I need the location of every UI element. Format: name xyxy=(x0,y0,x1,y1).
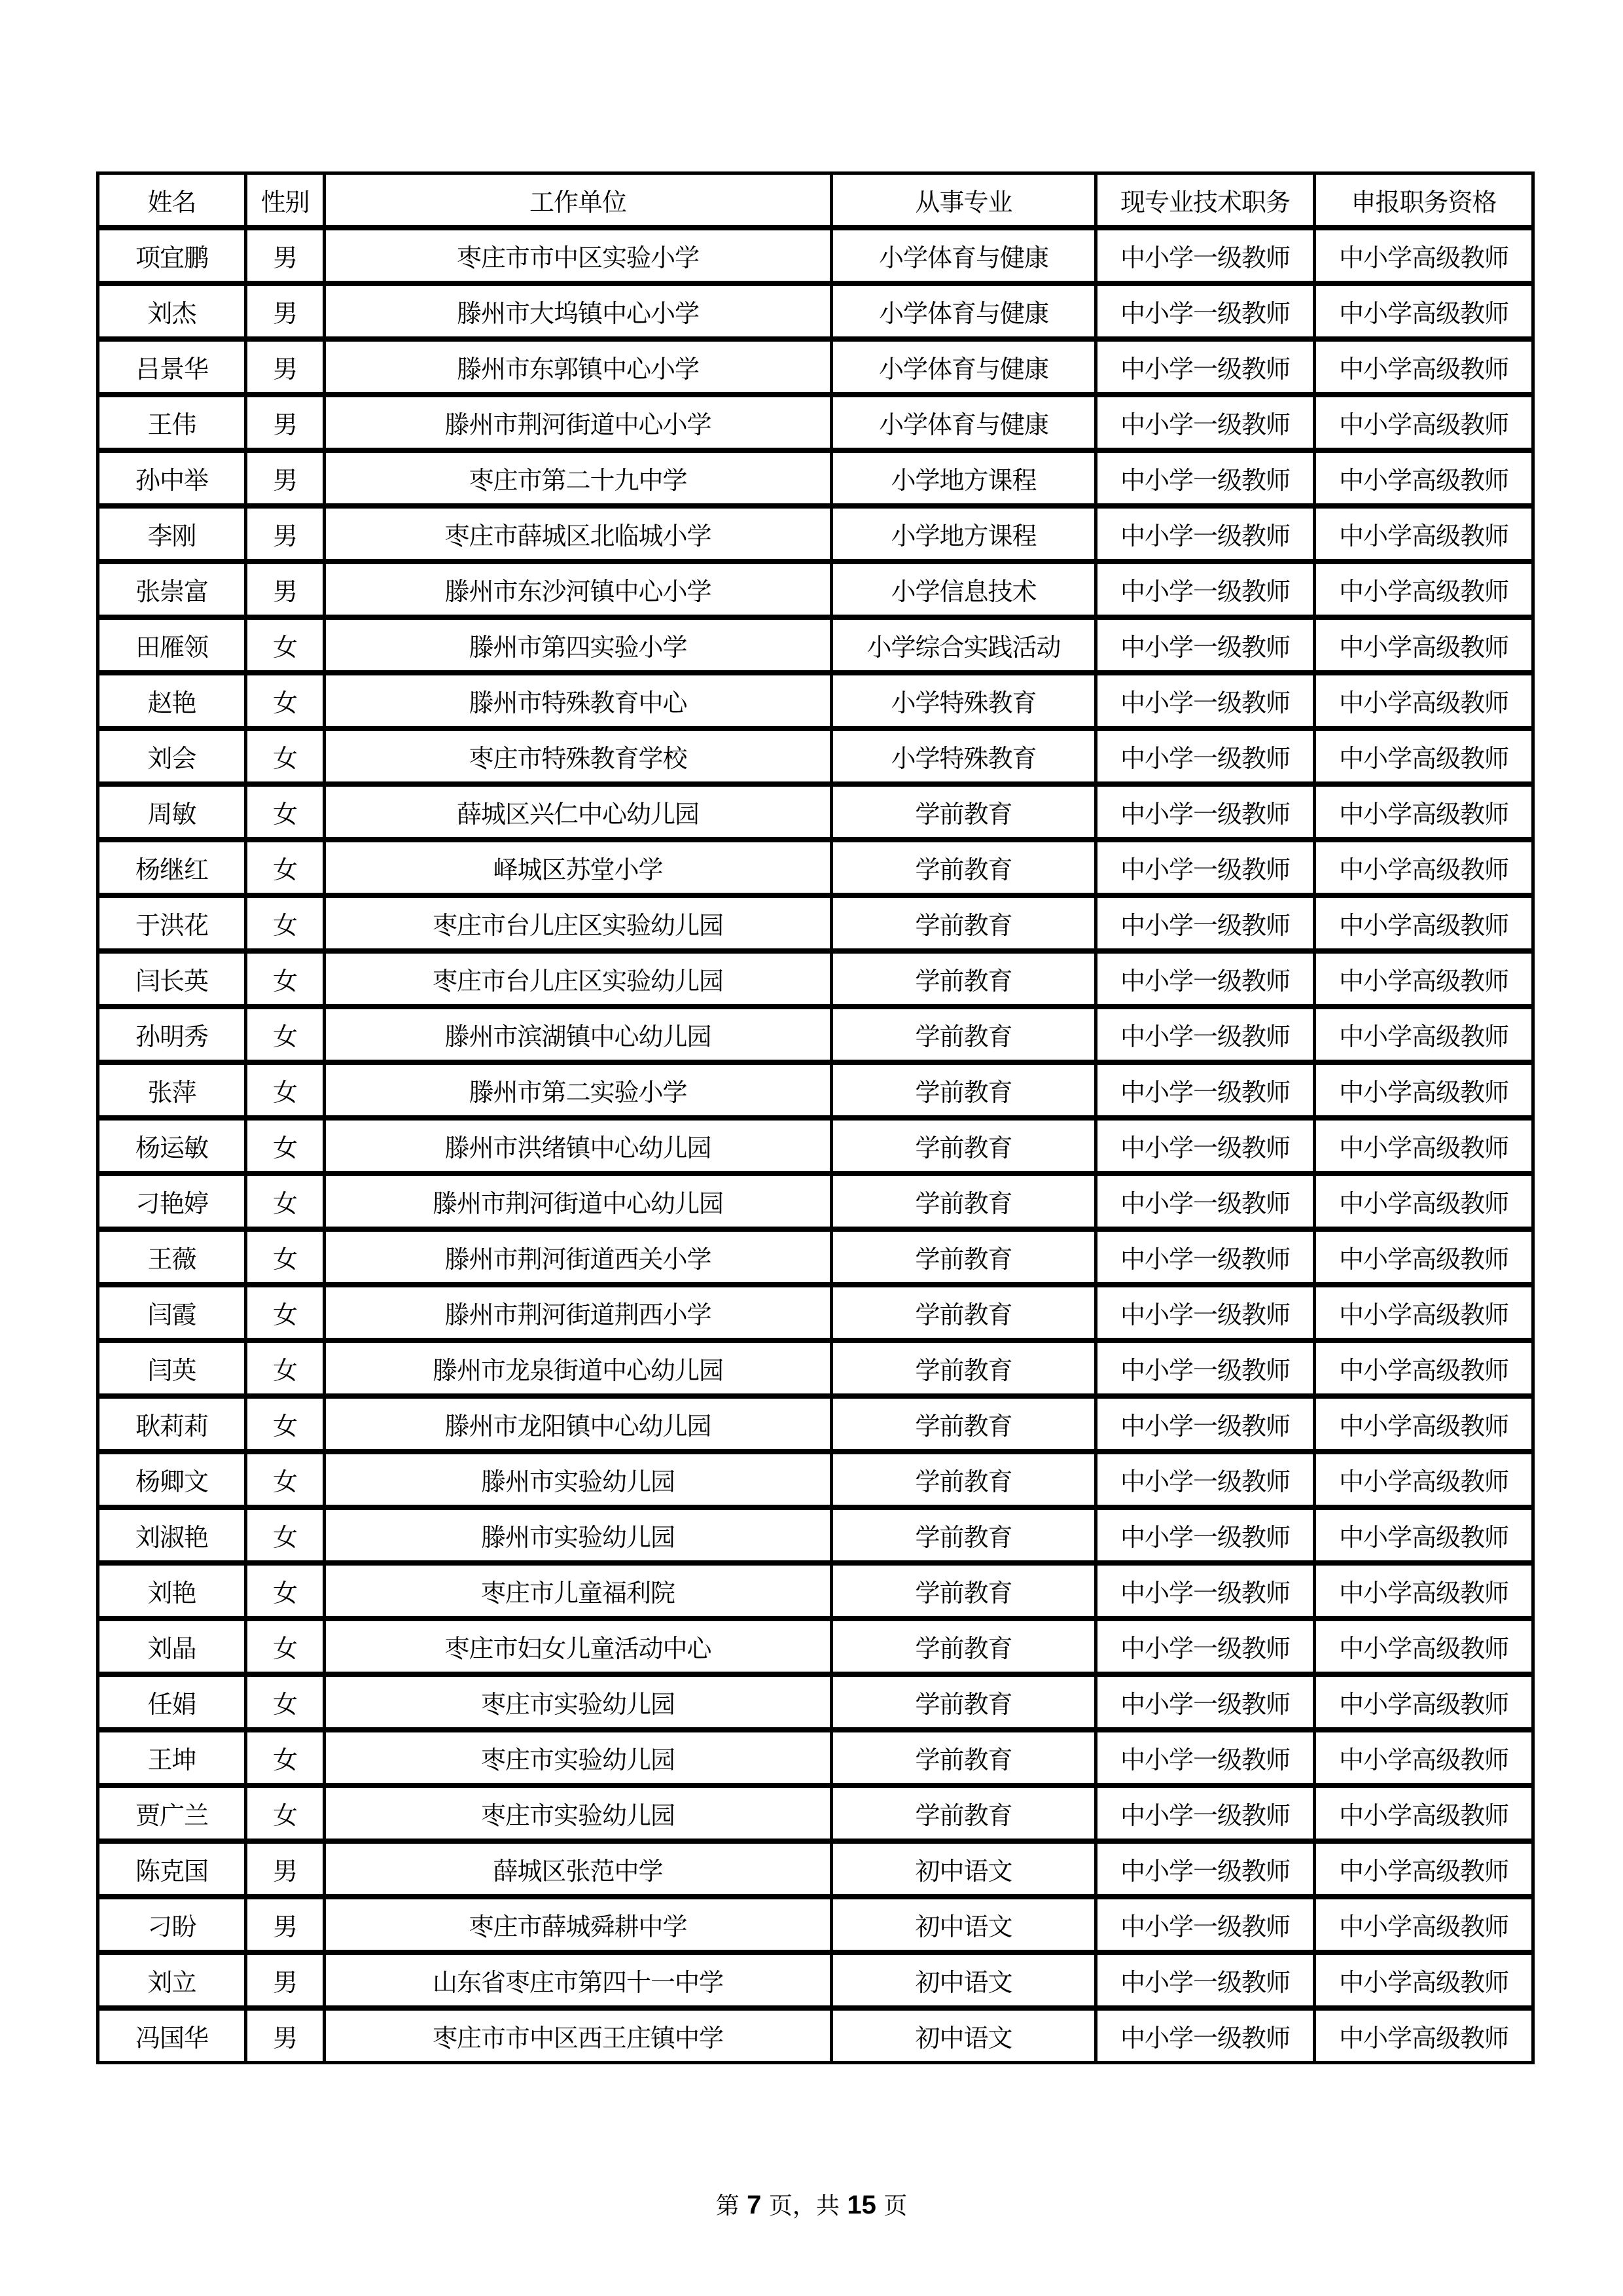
cell-applied-title: 中小学高级教师 xyxy=(1315,506,1533,562)
cell-specialty: 学前教育 xyxy=(832,895,1096,951)
cell-applied-title: 中小学高级教师 xyxy=(1315,1285,1533,1340)
table-row xyxy=(98,395,1533,450)
cell-name: 任娟 xyxy=(98,1674,246,1730)
cell-current-title: 中小学一级教师 xyxy=(1096,673,1315,728)
cell-gender: 女 xyxy=(246,1507,325,1563)
cell-current-title: 中小学一级教师 xyxy=(1096,784,1315,840)
table-row xyxy=(98,1340,1533,1396)
header-gender: 性别 xyxy=(246,173,325,228)
cell-workplace: 薛城区兴仁中心幼儿园 xyxy=(325,784,832,840)
cell-specialty: 初中语文 xyxy=(832,1841,1096,1897)
cell-applied-title: 中小学高级教师 xyxy=(1315,1507,1533,1563)
cell-name: 闫霞 xyxy=(98,1285,246,1340)
cell-applied-title: 中小学高级教师 xyxy=(1315,1452,1533,1507)
cell-name: 王坤 xyxy=(98,1730,246,1785)
cell-current-title: 中小学一级教师 xyxy=(1096,1229,1315,1285)
cell-workplace: 枣庄市台儿庄区实验幼儿园 xyxy=(325,951,832,1007)
cell-gender: 男 xyxy=(246,1841,325,1897)
header-specialty: 从事专业 xyxy=(832,173,1096,228)
cell-gender: 男 xyxy=(246,506,325,562)
cell-name: 李刚 xyxy=(98,506,246,562)
cell-workplace: 滕州市第二实验小学 xyxy=(325,1062,832,1118)
cell-workplace: 滕州市荆河街道荆西小学 xyxy=(325,1285,832,1340)
cell-applied-title: 中小学高级教师 xyxy=(1315,1396,1533,1452)
header-workplace: 工作单位 xyxy=(325,173,832,228)
cell-specialty: 学前教育 xyxy=(832,951,1096,1007)
cell-workplace: 枣庄市薛城舜耕中学 xyxy=(325,1897,832,1952)
table-row xyxy=(98,1841,1533,1897)
table-row xyxy=(98,1062,1533,1118)
cell-specialty: 小学体育与健康 xyxy=(832,283,1096,339)
cell-workplace: 滕州市东郭镇中心小学 xyxy=(325,339,832,395)
table-row xyxy=(98,1674,1533,1730)
cell-name: 刘淑艳 xyxy=(98,1507,246,1563)
cell-workplace: 滕州市东沙河镇中心小学 xyxy=(325,562,832,617)
table-header-row xyxy=(98,173,1533,228)
cell-name: 刘晶 xyxy=(98,1619,246,1674)
cell-specialty: 小学信息技术 xyxy=(832,562,1096,617)
cell-gender: 女 xyxy=(246,840,325,895)
cell-specialty: 学前教育 xyxy=(832,1507,1096,1563)
table-row xyxy=(98,1619,1533,1674)
cell-current-title: 中小学一级教师 xyxy=(1096,617,1315,673)
cell-specialty: 学前教育 xyxy=(832,1340,1096,1396)
table-row xyxy=(98,1730,1533,1785)
cell-applied-title: 中小学高级教师 xyxy=(1315,1340,1533,1396)
cell-applied-title: 中小学高级教师 xyxy=(1315,1897,1533,1952)
cell-gender: 男 xyxy=(246,2008,325,2063)
cell-name: 刘立 xyxy=(98,1952,246,2008)
cell-current-title: 中小学一级教师 xyxy=(1096,1674,1315,1730)
table-row xyxy=(98,1118,1533,1174)
cell-current-title: 中小学一级教师 xyxy=(1096,2008,1315,2063)
cell-current-title: 中小学一级教师 xyxy=(1096,339,1315,395)
cell-applied-title: 中小学高级教师 xyxy=(1315,1841,1533,1897)
cell-current-title: 中小学一级教师 xyxy=(1096,1619,1315,1674)
cell-applied-title: 中小学高级教师 xyxy=(1315,895,1533,951)
table-row xyxy=(98,1174,1533,1229)
cell-workplace: 滕州市洪绪镇中心幼儿园 xyxy=(325,1118,832,1174)
table-row xyxy=(98,1785,1533,1841)
cell-current-title: 中小学一级教师 xyxy=(1096,228,1315,283)
cell-gender: 男 xyxy=(246,283,325,339)
current-page-number: 7 xyxy=(747,2191,762,2219)
cell-specialty: 学前教育 xyxy=(832,1396,1096,1452)
cell-applied-title: 中小学高级教师 xyxy=(1315,951,1533,1007)
cell-specialty: 小学特殊教育 xyxy=(832,673,1096,728)
cell-gender: 女 xyxy=(246,728,325,784)
cell-applied-title: 中小学高级教师 xyxy=(1315,784,1533,840)
cell-specialty: 初中语文 xyxy=(832,2008,1096,2063)
cell-applied-title: 中小学高级教师 xyxy=(1315,1619,1533,1674)
cell-applied-title: 中小学高级教师 xyxy=(1315,228,1533,283)
cell-workplace: 枣庄市市中区实验小学 xyxy=(325,228,832,283)
cell-current-title: 中小学一级教师 xyxy=(1096,395,1315,450)
table-row xyxy=(98,283,1533,339)
cell-current-title: 中小学一级教师 xyxy=(1096,1340,1315,1396)
cell-current-title: 中小学一级教师 xyxy=(1096,728,1315,784)
cell-applied-title: 中小学高级教师 xyxy=(1315,2008,1533,2063)
cell-current-title: 中小学一级教师 xyxy=(1096,1563,1315,1619)
cell-applied-title: 中小学高级教师 xyxy=(1315,840,1533,895)
cell-gender: 女 xyxy=(246,673,325,728)
cell-gender: 男 xyxy=(246,228,325,283)
cell-name: 耿莉莉 xyxy=(98,1396,246,1452)
cell-workplace: 滕州市龙阳镇中心幼儿园 xyxy=(325,1396,832,1452)
cell-gender: 女 xyxy=(246,784,325,840)
cell-current-title: 中小学一级教师 xyxy=(1096,1007,1315,1062)
cell-specialty: 初中语文 xyxy=(832,1952,1096,2008)
table-row xyxy=(98,1229,1533,1285)
cell-gender: 女 xyxy=(246,1118,325,1174)
cell-workplace: 枣庄市儿童福利院 xyxy=(325,1563,832,1619)
cell-applied-title: 中小学高级教师 xyxy=(1315,1174,1533,1229)
cell-applied-title: 中小学高级教师 xyxy=(1315,1785,1533,1841)
cell-current-title: 中小学一级教师 xyxy=(1096,1897,1315,1952)
cell-current-title: 中小学一级教师 xyxy=(1096,506,1315,562)
table-row xyxy=(98,895,1533,951)
cell-applied-title: 中小学高级教师 xyxy=(1315,395,1533,450)
cell-specialty: 小学地方课程 xyxy=(832,450,1096,506)
cell-applied-title: 中小学高级教师 xyxy=(1315,450,1533,506)
cell-name: 刁盼 xyxy=(98,1897,246,1952)
cell-name: 田雁领 xyxy=(98,617,246,673)
cell-workplace: 滕州市特殊教育中心 xyxy=(325,673,832,728)
table-row xyxy=(98,673,1533,728)
cell-specialty: 学前教育 xyxy=(832,1118,1096,1174)
table-row xyxy=(98,450,1533,506)
cell-gender: 女 xyxy=(246,1174,325,1229)
total-pages-number: 15 xyxy=(847,2191,876,2219)
cell-gender: 女 xyxy=(246,1285,325,1340)
cell-workplace: 枣庄市特殊教育学校 xyxy=(325,728,832,784)
cell-current-title: 中小学一级教师 xyxy=(1096,840,1315,895)
cell-name: 闫英 xyxy=(98,1340,246,1396)
cell-specialty: 学前教育 xyxy=(832,1062,1096,1118)
cell-workplace: 滕州市龙泉街道中心幼儿园 xyxy=(325,1340,832,1396)
cell-gender: 女 xyxy=(246,617,325,673)
cell-name: 贾广兰 xyxy=(98,1785,246,1841)
cell-specialty: 小学体育与健康 xyxy=(832,395,1096,450)
cell-name: 于洪花 xyxy=(98,895,246,951)
cell-specialty: 初中语文 xyxy=(832,1897,1096,1952)
cell-current-title: 中小学一级教师 xyxy=(1096,951,1315,1007)
cell-name: 王伟 xyxy=(98,395,246,450)
cell-workplace: 峄城区苏堂小学 xyxy=(325,840,832,895)
cell-applied-title: 中小学高级教师 xyxy=(1315,1062,1533,1118)
cell-applied-title: 中小学高级教师 xyxy=(1315,1563,1533,1619)
cell-gender: 女 xyxy=(246,1730,325,1785)
cell-applied-title: 中小学高级教师 xyxy=(1315,339,1533,395)
table-row xyxy=(98,1563,1533,1619)
footer-middle: 页，共 xyxy=(768,2193,840,2219)
teacher-roster-table xyxy=(96,171,1535,2064)
cell-name: 赵艳 xyxy=(98,673,246,728)
cell-name: 王薇 xyxy=(98,1229,246,1285)
cell-name: 孙中举 xyxy=(98,450,246,506)
cell-current-title: 中小学一级教师 xyxy=(1096,1174,1315,1229)
cell-workplace: 滕州市荆河街道中心小学 xyxy=(325,395,832,450)
cell-name: 闫长英 xyxy=(98,951,246,1007)
cell-workplace: 滕州市实验幼儿园 xyxy=(325,1452,832,1507)
cell-workplace: 枣庄市薛城区北临城小学 xyxy=(325,506,832,562)
cell-applied-title: 中小学高级教师 xyxy=(1315,1674,1533,1730)
table-row xyxy=(98,506,1533,562)
cell-name: 冯国华 xyxy=(98,2008,246,2063)
cell-gender: 男 xyxy=(246,1897,325,1952)
cell-applied-title: 中小学高级教师 xyxy=(1315,1007,1533,1062)
table-row xyxy=(98,1396,1533,1452)
cell-specialty: 学前教育 xyxy=(832,1730,1096,1785)
cell-workplace: 滕州市荆河街道西关小学 xyxy=(325,1229,832,1285)
cell-workplace: 滕州市第四实验小学 xyxy=(325,617,832,673)
cell-current-title: 中小学一级教师 xyxy=(1096,1952,1315,2008)
cell-specialty: 小学综合实践活动 xyxy=(832,617,1096,673)
table-row xyxy=(98,840,1533,895)
cell-specialty: 小学体育与健康 xyxy=(832,228,1096,283)
cell-current-title: 中小学一级教师 xyxy=(1096,1118,1315,1174)
cell-name: 刘艳 xyxy=(98,1563,246,1619)
cell-gender: 女 xyxy=(246,1340,325,1396)
cell-workplace: 山东省枣庄市第四十一中学 xyxy=(325,1952,832,2008)
cell-workplace: 枣庄市市中区西王庄镇中学 xyxy=(325,2008,832,2063)
cell-gender: 女 xyxy=(246,951,325,1007)
cell-current-title: 中小学一级教师 xyxy=(1096,283,1315,339)
table-row xyxy=(98,1285,1533,1340)
footer-prefix: 第 xyxy=(715,2193,740,2219)
page-footer xyxy=(0,2187,1623,2221)
cell-current-title: 中小学一级教师 xyxy=(1096,1730,1315,1785)
cell-applied-title: 中小学高级教师 xyxy=(1315,617,1533,673)
cell-workplace: 枣庄市台儿庄区实验幼儿园 xyxy=(325,895,832,951)
cell-applied-title: 中小学高级教师 xyxy=(1315,1952,1533,2008)
cell-gender: 男 xyxy=(246,450,325,506)
cell-name: 周敏 xyxy=(98,784,246,840)
cell-name: 刘会 xyxy=(98,728,246,784)
table-row xyxy=(98,951,1533,1007)
cell-name: 陈克国 xyxy=(98,1841,246,1897)
cell-specialty: 学前教育 xyxy=(832,1674,1096,1730)
cell-gender: 女 xyxy=(246,1452,325,1507)
cell-current-title: 中小学一级教师 xyxy=(1096,895,1315,951)
footer-suffix: 页 xyxy=(883,2193,908,2219)
cell-name: 张萍 xyxy=(98,1062,246,1118)
cell-gender: 女 xyxy=(246,1396,325,1452)
cell-current-title: 中小学一级教师 xyxy=(1096,1841,1315,1897)
cell-name: 吕景华 xyxy=(98,339,246,395)
header-current-title: 现专业技术职务 xyxy=(1096,173,1315,228)
cell-specialty: 小学地方课程 xyxy=(832,506,1096,562)
cell-name: 刁艳婷 xyxy=(98,1174,246,1229)
table-row xyxy=(98,1007,1533,1062)
table-row xyxy=(98,562,1533,617)
cell-applied-title: 中小学高级教师 xyxy=(1315,1730,1533,1785)
table-row xyxy=(98,339,1533,395)
cell-specialty: 学前教育 xyxy=(832,1785,1096,1841)
cell-gender: 女 xyxy=(246,1229,325,1285)
cell-current-title: 中小学一级教师 xyxy=(1096,1507,1315,1563)
cell-workplace: 枣庄市实验幼儿园 xyxy=(325,1785,832,1841)
cell-name: 刘杰 xyxy=(98,283,246,339)
cell-gender: 男 xyxy=(246,562,325,617)
cell-specialty: 学前教育 xyxy=(832,1563,1096,1619)
cell-name: 张崇富 xyxy=(98,562,246,617)
cell-workplace: 枣庄市实验幼儿园 xyxy=(325,1674,832,1730)
cell-gender: 女 xyxy=(246,1563,325,1619)
table-row xyxy=(98,728,1533,784)
table-row xyxy=(98,784,1533,840)
cell-workplace: 枣庄市妇女儿童活动中心 xyxy=(325,1619,832,1674)
cell-specialty: 学前教育 xyxy=(832,1007,1096,1062)
table-row xyxy=(98,228,1533,283)
table-row xyxy=(98,2008,1533,2063)
cell-applied-title: 中小学高级教师 xyxy=(1315,1229,1533,1285)
cell-gender: 男 xyxy=(246,1952,325,2008)
cell-specialty: 学前教育 xyxy=(832,1285,1096,1340)
cell-gender: 女 xyxy=(246,1785,325,1841)
cell-current-title: 中小学一级教师 xyxy=(1096,450,1315,506)
cell-workplace: 滕州市滨湖镇中心幼儿园 xyxy=(325,1007,832,1062)
cell-current-title: 中小学一级教师 xyxy=(1096,1396,1315,1452)
cell-workplace: 滕州市荆河街道中心幼儿园 xyxy=(325,1174,832,1229)
cell-specialty: 学前教育 xyxy=(832,1452,1096,1507)
header-applied-title: 申报职务资格 xyxy=(1315,173,1533,228)
cell-workplace: 滕州市大坞镇中心小学 xyxy=(325,283,832,339)
cell-name: 杨运敏 xyxy=(98,1118,246,1174)
cell-name: 孙明秀 xyxy=(98,1007,246,1062)
cell-applied-title: 中小学高级教师 xyxy=(1315,673,1533,728)
cell-name: 杨卿文 xyxy=(98,1452,246,1507)
cell-specialty: 小学体育与健康 xyxy=(832,339,1096,395)
cell-workplace: 滕州市实验幼儿园 xyxy=(325,1507,832,1563)
cell-workplace: 枣庄市第二十九中学 xyxy=(325,450,832,506)
table-row xyxy=(98,617,1533,673)
header-name: 姓名 xyxy=(98,173,246,228)
cell-specialty: 学前教育 xyxy=(832,784,1096,840)
table-row xyxy=(98,1897,1533,1952)
table-row xyxy=(98,1452,1533,1507)
cell-applied-title: 中小学高级教师 xyxy=(1315,1118,1533,1174)
cell-specialty: 学前教育 xyxy=(832,1174,1096,1229)
cell-applied-title: 中小学高级教师 xyxy=(1315,728,1533,784)
cell-current-title: 中小学一级教师 xyxy=(1096,1062,1315,1118)
cell-specialty: 学前教育 xyxy=(832,1619,1096,1674)
cell-current-title: 中小学一级教师 xyxy=(1096,1452,1315,1507)
cell-name: 项宜鹏 xyxy=(98,228,246,283)
cell-name: 杨继红 xyxy=(98,840,246,895)
table-body xyxy=(98,228,1533,2063)
cell-workplace: 薛城区张范中学 xyxy=(325,1841,832,1897)
table-row xyxy=(98,1952,1533,2008)
table-row xyxy=(98,1507,1533,1563)
cell-specialty: 学前教育 xyxy=(832,1229,1096,1285)
cell-specialty: 学前教育 xyxy=(832,840,1096,895)
cell-current-title: 中小学一级教师 xyxy=(1096,1285,1315,1340)
cell-gender: 男 xyxy=(246,339,325,395)
cell-applied-title: 中小学高级教师 xyxy=(1315,562,1533,617)
cell-gender: 男 xyxy=(246,395,325,450)
cell-specialty: 小学特殊教育 xyxy=(832,728,1096,784)
cell-gender: 女 xyxy=(246,1007,325,1062)
cell-gender: 女 xyxy=(246,1062,325,1118)
cell-current-title: 中小学一级教师 xyxy=(1096,562,1315,617)
cell-applied-title: 中小学高级教师 xyxy=(1315,283,1533,339)
cell-current-title: 中小学一级教师 xyxy=(1096,1785,1315,1841)
cell-gender: 女 xyxy=(246,1674,325,1730)
cell-workplace: 枣庄市实验幼儿园 xyxy=(325,1730,832,1785)
cell-gender: 女 xyxy=(246,895,325,951)
cell-gender: 女 xyxy=(246,1619,325,1674)
